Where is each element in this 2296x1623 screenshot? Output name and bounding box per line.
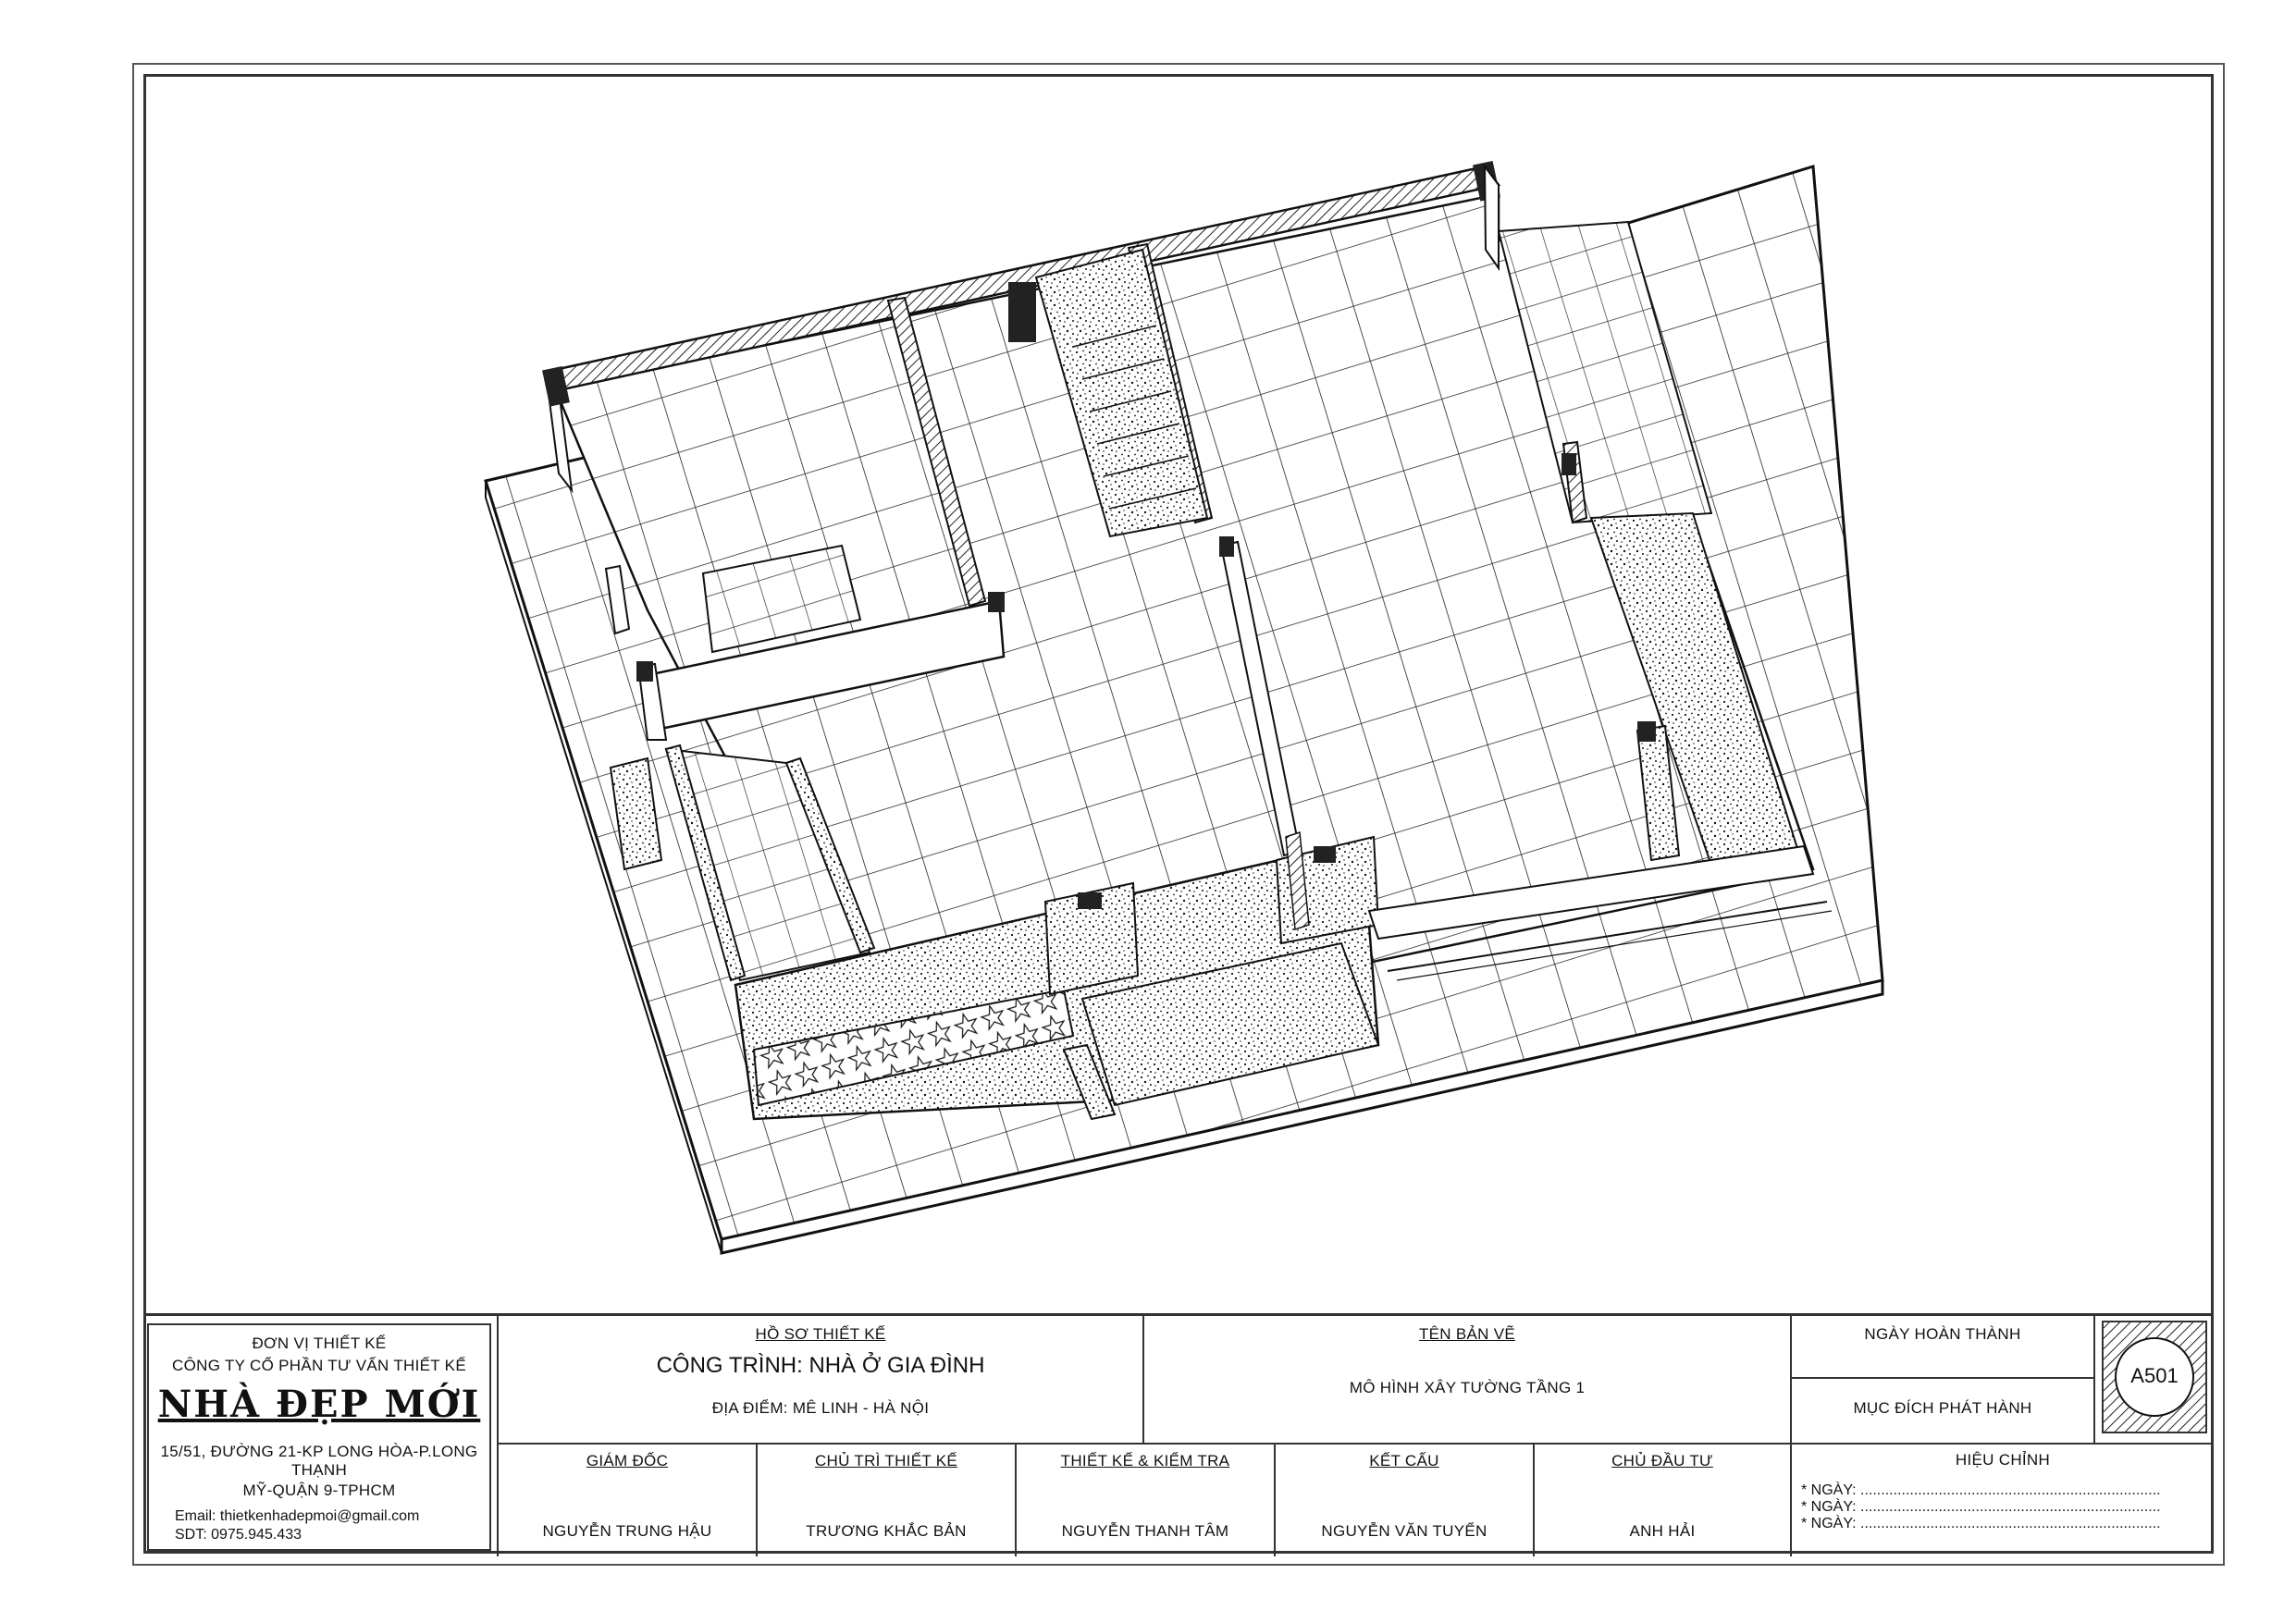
- designer-box: [147, 1323, 491, 1551]
- sheet-code-stamp: [2101, 1320, 2208, 1434]
- title-block: [143, 1313, 2214, 1554]
- drawing-name-heading: TÊN BẢN VẼ: [1418, 1325, 1516, 1343]
- drawing-name-value: MÔ HÌNH XÂY TƯỜNG TẦNG 1: [1349, 1379, 1586, 1396]
- designer-phone: SDT: 0975.945.433: [175, 1527, 302, 1543]
- revision-line-1: * NGÀY: .........................................................................: [1801, 1482, 2161, 1498]
- dossier-heading: HỒ SƠ THIẾT KẾ: [755, 1325, 886, 1343]
- role-title-lead-designer: CHỦ TRÌ THIẾT KẾ: [814, 1452, 958, 1469]
- designer-brand: NHÀ ĐẸP MỚI: [157, 1383, 481, 1426]
- project-name: CÔNG TRÌNH: NHÀ Ở GIA ĐÌNH: [656, 1353, 985, 1378]
- role-name-lead-designer: TRƯƠNG KHẮC BẢN: [806, 1522, 967, 1540]
- release-purpose-label: MỤC ĐÍCH PHÁT HÀNH: [1853, 1399, 2032, 1417]
- role-name-structure: NGUYỄN VĂN TUYỂN: [1321, 1522, 1487, 1540]
- completion-date-label: NGÀY HOÀN THÀNH: [1864, 1325, 2021, 1343]
- sheet-code: A501: [2130, 1364, 2179, 1387]
- designer-address-line1: 15/51, ĐƯỜNG 21-KP LONG HÒA-P.LONG THẠNH: [160, 1443, 478, 1479]
- role-title-structure: KẾT CẤU: [1369, 1452, 1439, 1469]
- revision-line-3: * NGÀY: .........................................................................: [1801, 1516, 2161, 1531]
- role-title-design-check: THIẾT KẾ & KIỂM TRA: [1060, 1452, 1230, 1469]
- role-name-design-check: NGUYỄN THANH TÂM: [1061, 1522, 1229, 1540]
- project-location: ĐỊA ĐIỂM: MÊ LINH - HÀ NỘI: [711, 1399, 930, 1417]
- role-name-director: NGUYỄN TRUNG HẬU: [542, 1522, 712, 1540]
- designer-company: CÔNG TY CỔ PHẦN TƯ VẤN THIẾT KẾ: [172, 1357, 466, 1374]
- role-title-investor: CHỦ ĐẦU TƯ: [1611, 1452, 1713, 1469]
- designer-email: Email: thietkenhadepmoi@gmail.com: [175, 1508, 420, 1524]
- role-name-investor: ANH HẢI: [1629, 1522, 1696, 1540]
- role-title-director: GIÁM ĐỐC: [586, 1452, 669, 1469]
- designer-address-line2: MỸ-QUẬN 9-TPHCM: [242, 1482, 396, 1499]
- designer-heading: ĐƠN VỊ THIẾT KẾ: [252, 1334, 387, 1352]
- revision-line-2: * NGÀY: .........................................................................: [1801, 1499, 2161, 1515]
- revision-heading: HIỆU CHỈNH: [1955, 1451, 2051, 1469]
